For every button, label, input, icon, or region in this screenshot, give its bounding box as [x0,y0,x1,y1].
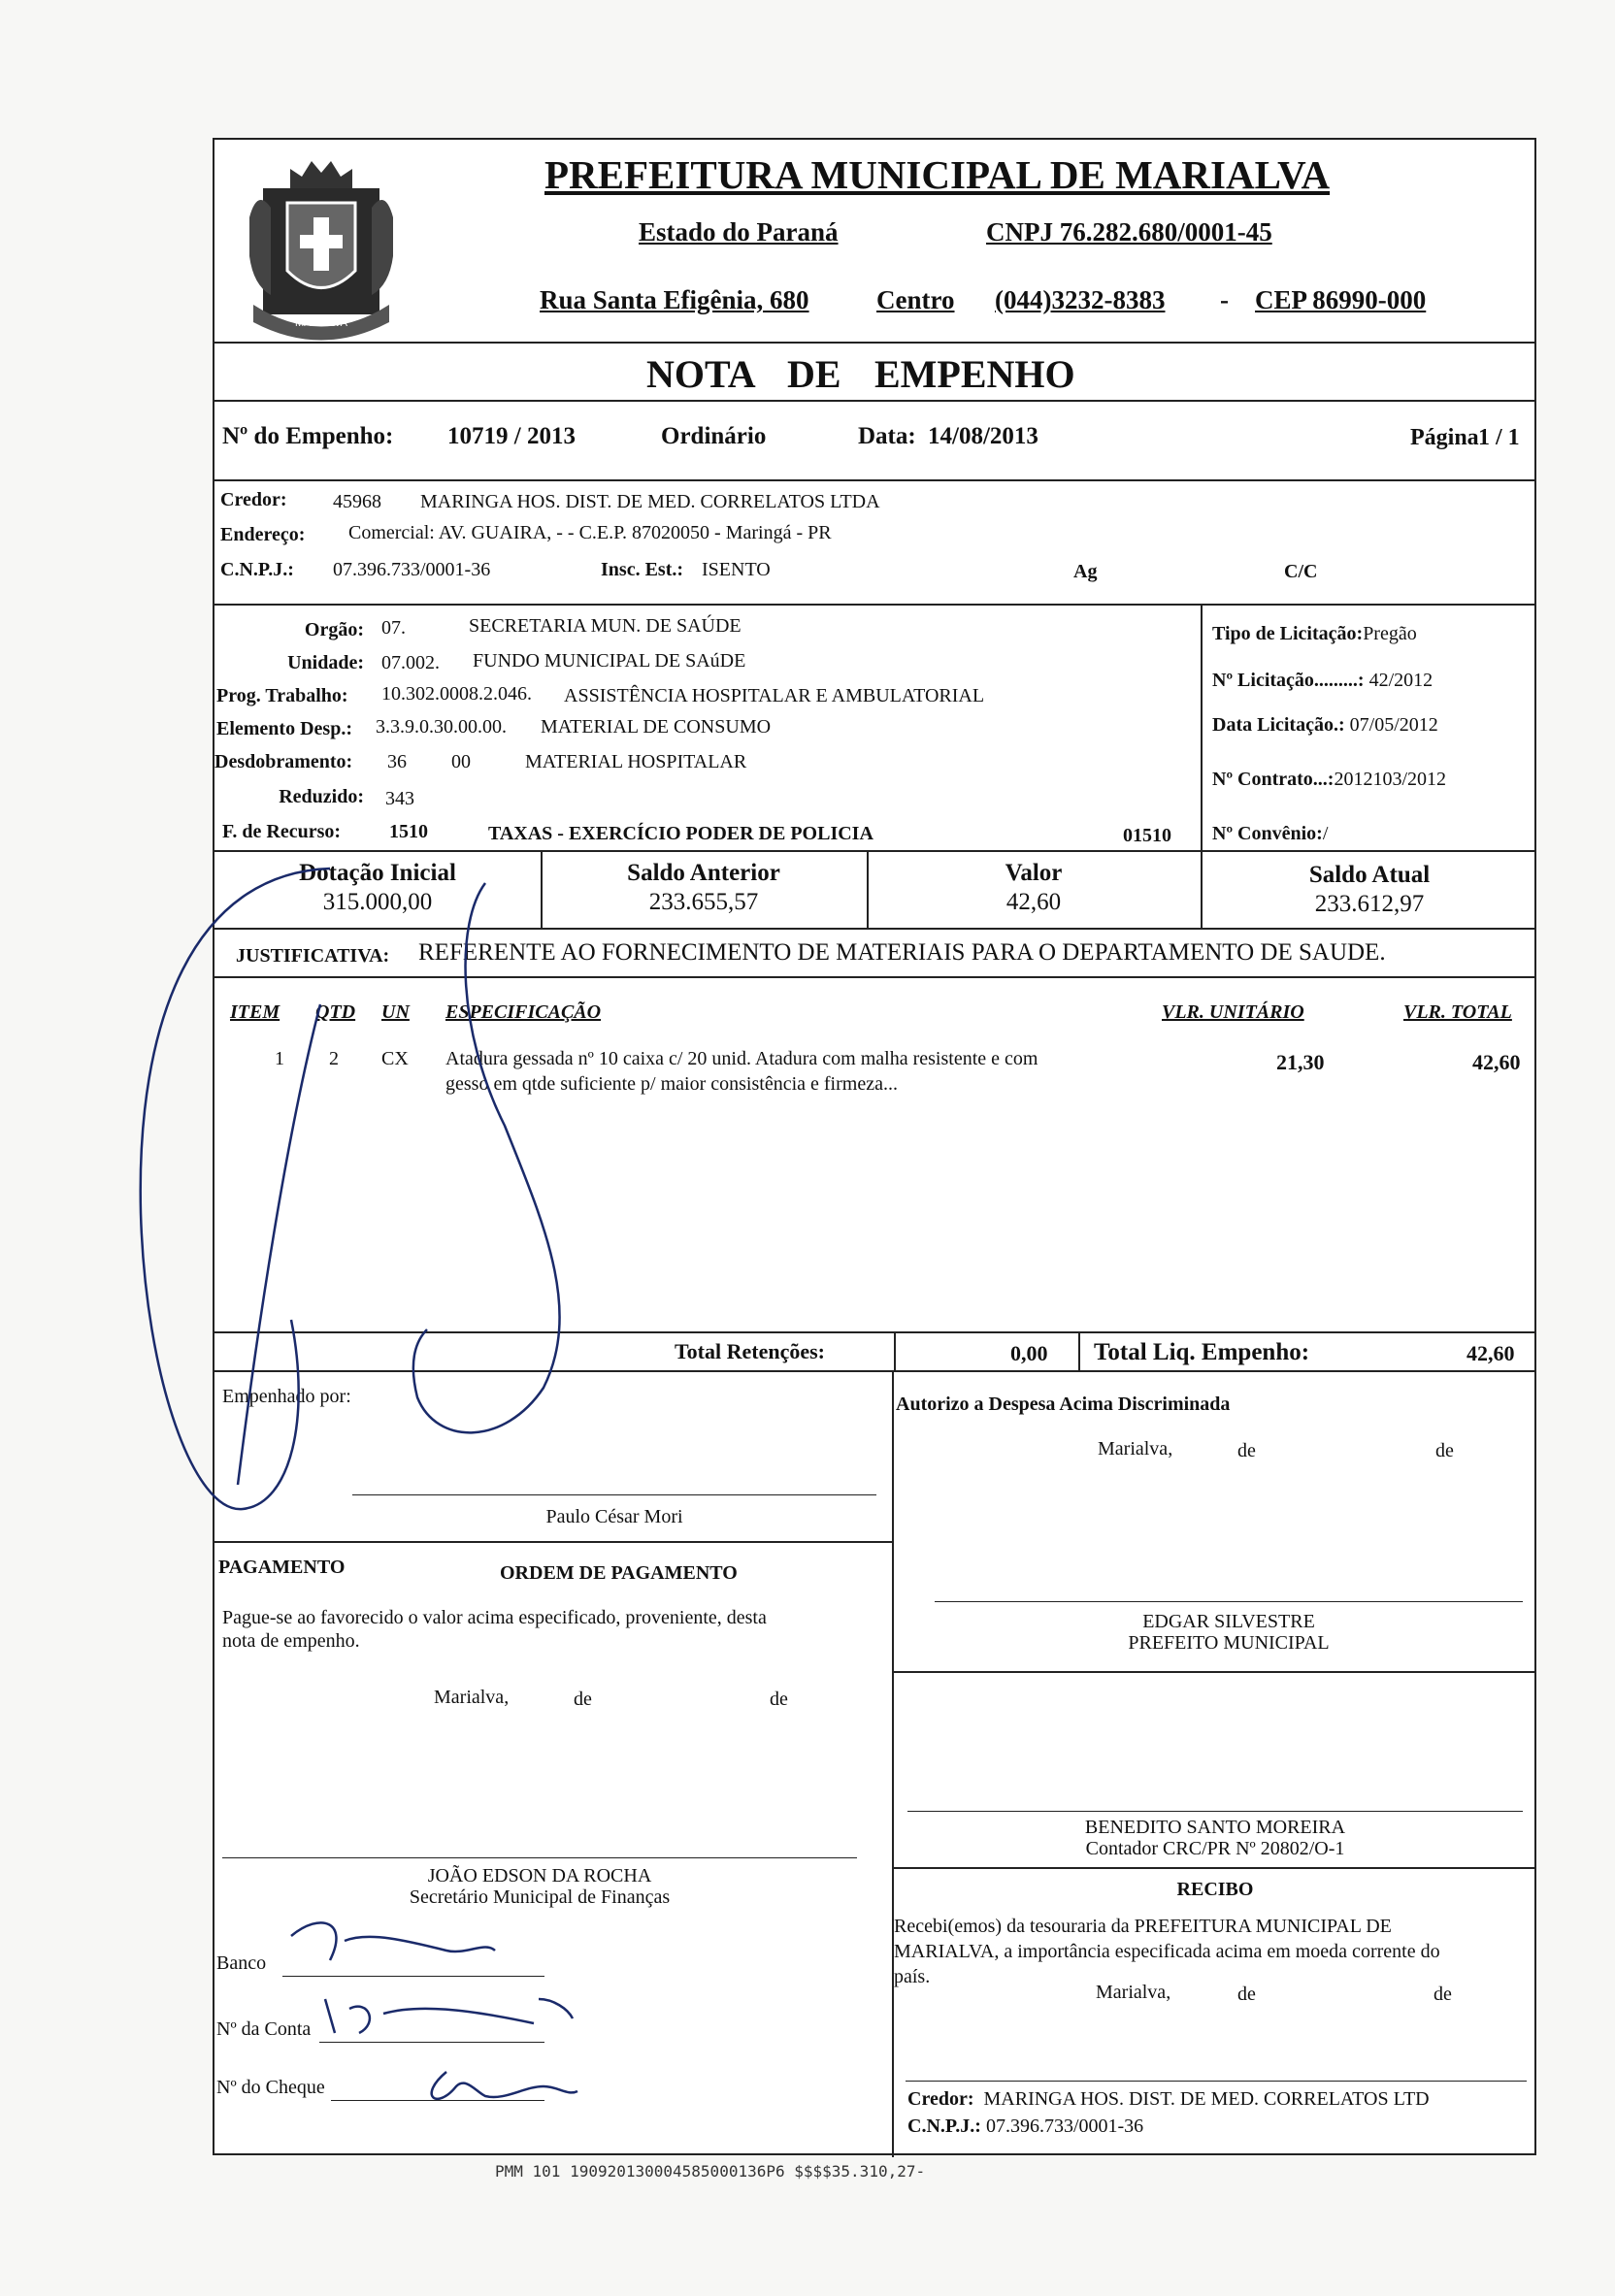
convenio-number: / [1322,823,1329,844]
separator: - [1220,285,1229,314]
data-licitacao-label: Data Licitação.: [1212,714,1345,736]
recurso-label: F. de Recurso: [222,821,342,842]
credor-cnpj: 07.396.733/0001-36 [333,559,491,580]
pagamento-text-line2: nota de empenho. [222,1630,360,1652]
cnpj-label: C.N.P.J.: [220,559,294,580]
recibo-credor: MARINGA HOS. DIST. DE MED. CORRELATOS LTD [983,2088,1430,2110]
cheque-signature [432,2072,577,2099]
pagamento-de2: de [770,1689,788,1710]
row-item: 1 [275,1048,284,1069]
pagamento-signer-name: JOÃO EDSON DA ROCHA [427,1865,652,1886]
prog-code: 10.302.0008.2.046. [381,683,532,705]
recibo-title: RECIBO [1176,1879,1254,1900]
reduzido-value: 343 [385,788,414,809]
elemento-code: 3.3.9.0.30.00.00. [376,716,507,738]
desdobramento-name: MATERIAL HOSPITALAR [525,751,747,772]
row-espec-line1: Atadura gessada nº 10 caixa c/ 20 unid. Atadura com malha resistente e com [445,1048,1038,1069]
contador-role: Contador CRC/PR Nº 20802/O-1 [1085,1838,1345,1859]
svg-text:MARIALVA: MARIALVA [295,317,347,329]
pagamento-signer-role: Secretário Municipal de Finanças [409,1886,671,1908]
banco-signature [291,1922,495,1960]
autorizo-de1: de [1237,1440,1256,1461]
num-licitacao-label: Nº Licitação.........: [1212,670,1365,691]
empenho-date: 14/08/2013 [928,423,1038,449]
doc-title-empenho: EMPENHO [874,352,1075,396]
row-un: CX [381,1048,409,1069]
orgao-label: Orgão: [304,619,364,640]
recibo-de1: de [1237,1984,1256,2005]
recibo-city: Marialva, [1096,1982,1171,2003]
tipo-licitacao: Pregão [1363,623,1417,644]
banco-label: Banco [216,1952,267,1974]
recibo-line3: país. [894,1966,931,1987]
row-qtd: 2 [329,1048,339,1069]
desdobramento-b: 00 [451,751,471,772]
empenho-number: 10719 / 2013 [447,423,576,449]
elemento-label: Elemento Desp.: [216,718,352,739]
pagamento-de1: de [574,1689,592,1710]
district: Centro [876,285,955,314]
saldo-atual-value: 233.612,97 [1314,891,1425,917]
autorizo-de2: de [1435,1440,1454,1461]
prog-name: ASSISTÊNCIA HOSPITALAR E AMBULATORIAL [564,685,985,706]
credor-label: Credor: [220,489,287,510]
autorizo-city: Marialva, [1098,1438,1173,1460]
col-unit: VLR. UNITÁRIO [1162,1001,1304,1023]
empenho-date-label: Data: [858,423,916,449]
recurso-code: 1510 [389,821,428,842]
empenhado-label: Empenhado por: [222,1386,351,1407]
convenio-label: Nº Convênio: [1212,823,1323,844]
unidade-label: Unidade: [287,652,364,673]
loop-mark [413,883,560,1432]
desdobramento-label: Desdobramento: [214,751,353,772]
contador-name: BENEDITO SANTO MOREIRA [1084,1817,1346,1838]
insc-value: ISENTO [702,559,771,580]
pagamento-text-line1: Pague-se ao favorecido o valor acima especificado, proveniente, desta [222,1607,767,1628]
pagamento-label: PAGAMENTO [218,1557,346,1578]
elemento-name: MATERIAL DE CONSUMO [541,716,772,738]
oval-mark [141,869,330,1509]
contrato-label: Nº Contrato...: [1212,769,1335,790]
stroke-mark [238,1004,320,1485]
unidade-name: FUNDO MUNICIPAL DE SAúDE [473,650,746,672]
autorizo-signer-role: PREFEITO MUNICIPAL [1128,1632,1330,1654]
page-number: 1 / 1 [1478,425,1520,450]
street-address: Rua Santa Efigênia, 680 [540,285,809,314]
phone: (044)3232-8383 [995,285,1166,314]
municipality-title: PREFEITURA MUNICIPAL DE MARIALVA [544,152,1331,197]
retencoes-value: 0,00 [1010,1341,1048,1365]
valor-label: Valor [1005,860,1063,886]
unidade-code: 07.002. [381,652,440,673]
justificativa-label: JUSTIFICATIVA: [236,945,390,967]
doc-title-nota: NOTA [646,352,756,396]
recurso-number: 01510 [1123,825,1171,846]
municipality-cnpj: CNPJ 76.282.680/0001-45 [986,217,1272,246]
empenhado-name: Paulo César Mori [545,1506,683,1527]
state-name: Estado do Paraná [639,217,839,246]
retencoes-label: Total Retenções: [675,1339,825,1363]
saldo-anterior-value: 233.655,57 [648,889,759,915]
autorizo-title: Autorizo a Despesa Acima Discriminada [896,1394,1231,1415]
saldo-anterior-label: Saldo Anterior [627,860,780,886]
row-unit: 21,30 [1276,1050,1325,1074]
col-item: ITEM [230,1001,280,1023]
dotacao-value: 315.000,00 [322,889,433,915]
insc-label: Insc. Est.: [601,559,684,580]
ag-label: Ag [1073,561,1098,582]
data-licitacao: 07/05/2012 [1349,714,1438,736]
autorizo-signer-name: EDGAR SILVESTRE [1142,1611,1315,1632]
reduzido-label: Reduzido: [279,786,364,807]
page-label: Página [1410,425,1479,450]
col-un: UN [381,1001,410,1023]
cheque-label: Nº do Cheque [216,2077,325,2098]
ordem-pagamento-title: ORDEM DE PAGAMENTO [500,1562,738,1584]
empenho-number-label: Nº do Empenho: [222,423,394,449]
prog-label: Prog. Trabalho: [216,685,348,706]
contrato-number: 2012103/2012 [1334,769,1447,790]
recibo-line2: MARIALVA, a importância especificada acima em moeda corrente do [894,1941,1440,1962]
recibo-line1: Recebi(emos) da tesouraria da PREFEITURA MUNICIPAL DE [894,1916,1392,1937]
col-total: VLR. TOTAL [1403,1001,1512,1023]
recibo-cnpj-label: C.N.P.J.: [907,2116,981,2137]
footer-code: PMM 101 190920130004585000136P6 $$$$35.310,27- [495,2162,926,2181]
orgao-name: SECRETARIA MUN. DE SAÚDE [469,615,742,637]
liq-empenho-label: Total Liq. Empenho: [1094,1339,1310,1365]
empenho-type: Ordinário [661,423,767,449]
recibo-de2: de [1434,1984,1452,2005]
col-qtd: QTD [315,1001,356,1023]
tipo-licitacao-label: Tipo de Licitação: [1212,623,1364,644]
recibo-cnpj: 07.396.733/0001-36 [985,2116,1144,2137]
pagamento-city: Marialva, [434,1687,510,1708]
desdobramento-a: 36 [387,751,407,772]
conta-signature [325,1999,573,2033]
recibo-credor-label: Credor: [907,2088,974,2110]
conta-label: Nº da Conta [216,2018,312,2040]
cep: CEP 86990-000 [1255,285,1427,314]
dotacao-label: Dotação Inicial [299,860,456,886]
saldo-atual-label: Saldo Atual [1308,862,1431,888]
num-licitacao: 42/2012 [1368,670,1434,691]
justificativa-text: REFERENTE AO FORNECIMENTO DE MATERIAIS PARA O DEPARTAMENTO DE SAUDE. [418,939,1386,966]
credor-name: MARINGA HOS. DIST. DE MED. CORRELATOS LTDA [420,491,880,512]
credor-code: 45968 [333,491,381,512]
cc-label: C/C [1284,561,1318,582]
recurso-name: TAXAS - EXERCÍCIO PODER DE POLICIA [488,823,873,844]
valor-value: 42,60 [1005,889,1062,915]
col-espec: ESPECIFICAÇÃO [445,1001,602,1023]
orgao-code: 07. [381,617,406,639]
liq-empenho-value: 42,60 [1467,1341,1515,1365]
endereco: Comercial: AV. GUAIRA, - - C.E.P. 87020050 - Maringá - PR [348,522,832,543]
row-espec-line2: gesso em qtde suficiente p/ maior consistência e firmeza... [445,1073,898,1095]
doc-title-de: DE [787,352,841,396]
endereco-label: Endereço: [220,524,306,545]
row-total: 42,60 [1472,1050,1521,1074]
